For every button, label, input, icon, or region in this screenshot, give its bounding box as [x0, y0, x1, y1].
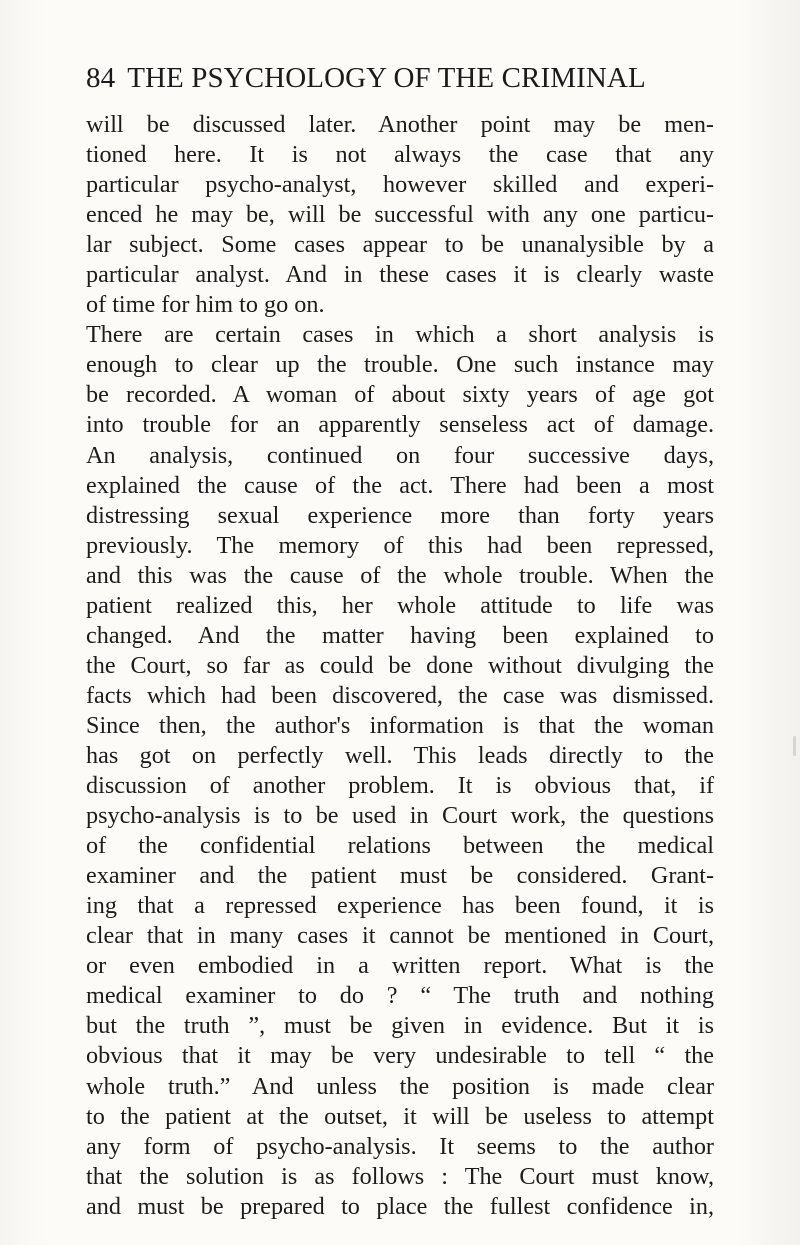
page-number: 84 — [86, 62, 116, 94]
text-line: will be discussed later. Another point may be men- — [86, 111, 714, 138]
text-line: particular analyst. And in these cases it is clearly waste — [86, 261, 714, 289]
text-line: but the truth ”, must be given in evidence. But it is — [86, 1012, 714, 1040]
body-text — [86, 110, 714, 1222]
text-line: be recorded. A woman of about sixty years of age got — [86, 381, 714, 409]
text-line: or even embodied in a written report. What is the — [86, 952, 714, 980]
text-line: previously. The memory of this had been repressed, — [86, 531, 714, 559]
text-line: to the patient at the outset, it will be useless to attempt — [86, 1102, 714, 1130]
text-line: discussion of another problem. It is obvious that, if — [86, 772, 714, 800]
text-line: whole truth.” And unless the position is made clear — [86, 1072, 714, 1100]
text-line: that the solution is as follows : The Court must know, — [86, 1162, 714, 1190]
text-line: patient realized this, her whole attitude to life was — [86, 591, 714, 619]
text-line: clear that in many cases it cannot be mentioned in Court, — [86, 922, 714, 950]
text-line: and must be prepared to place the fullest confidence in, — [86, 1192, 714, 1220]
page-edge-mark — [793, 736, 796, 756]
text-line: particular psycho-analyst, however skilled and experi- — [86, 171, 714, 199]
text-line: of the confidential relations between the medical — [86, 832, 714, 860]
text-line: and this was the cause of the whole trouble. When the — [86, 561, 714, 589]
text-line: distressing sexual experience more than forty years — [86, 501, 714, 529]
text-line: the Court, so far as could be done without divulging the — [86, 651, 714, 679]
text-line: of time for him to go on. — [86, 291, 325, 319]
text-line: tioned here. It is not always the case that any — [86, 141, 714, 169]
text-line: into trouble for an apparently senseless act of damage. — [86, 411, 714, 439]
running-header — [86, 62, 718, 94]
running-title: THE PSYCHOLOGY OF THE CRIMINAL — [127, 62, 646, 94]
text-line: obvious that it may be very undesirable to tell “ the — [86, 1042, 714, 1070]
text-line: facts which had been discovered, the case was dismissed. — [86, 681, 714, 709]
text-line: any form of psycho-analysis. It seems to the author — [86, 1132, 714, 1160]
text-line: has got on perfectly well. This leads directly to the — [86, 741, 714, 769]
text-line: examiner and the patient must be considered. Grant- — [86, 862, 714, 890]
text-line: explained the cause of the act. There had been a most — [86, 471, 714, 499]
text-line: lar subject. Some cases appear to be unanalysible by a — [86, 231, 714, 259]
text-line: Since then, the author's information is that the woman — [86, 711, 714, 739]
text-line: There are certain cases in which a short analysis is — [86, 321, 714, 349]
text-line: enced he may be, will be successful with any one particu- — [86, 201, 714, 229]
text-line: medical examiner to do ? “ The truth and nothing — [86, 982, 714, 1010]
text-line: enough to clear up the trouble. One such instance may — [86, 351, 714, 379]
text-line: changed. And the matter having been explained to — [86, 621, 714, 649]
text-line: psycho-analysis is to be used in Court work, the questions — [86, 802, 714, 830]
text-line: ing that a repressed experience has been found, it is — [86, 892, 714, 920]
text-line: An analysis, continued on four successive days, — [86, 441, 714, 469]
